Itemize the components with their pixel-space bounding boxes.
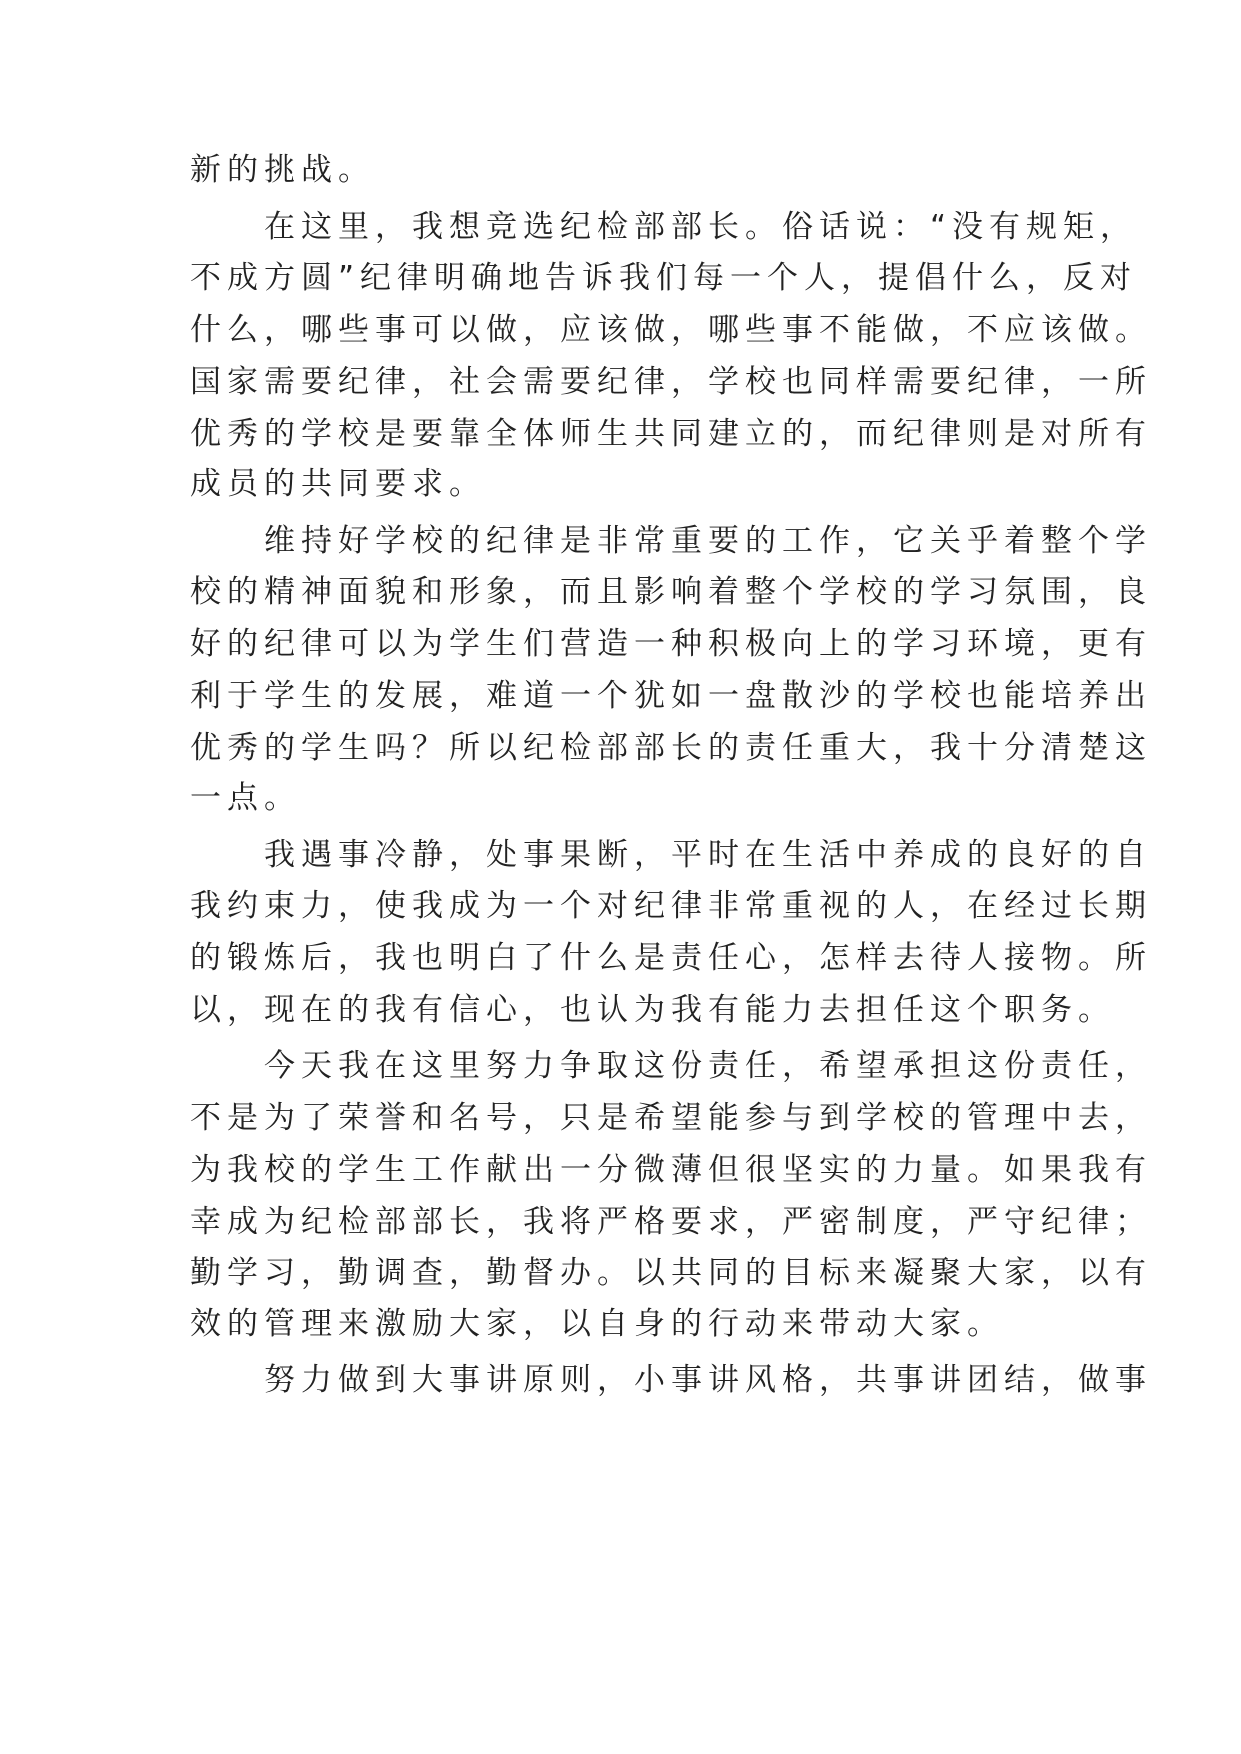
text-line: 不成方圆”纪律明确地告诉我们每一个人，提倡什么，反对 [190, 260, 1138, 296]
text-line: 维持好学校的纪律是非常重要的工作，它关乎着整个学 [190, 523, 1152, 559]
text-line: 勤学习，勤调查，勤督办。以共同的目标来凝聚大家，以有 [190, 1255, 1152, 1291]
text-line: 好的纪律可以为学生们营造一种积极向上的学习环境，更有 [190, 626, 1152, 662]
text-line: 以，现在的我有信心，也认为我有能力去担任这个职务。 [190, 992, 1115, 1028]
text-line: 努力做到大事讲原则，小事讲风格，共事讲团结，做事 [190, 1362, 1152, 1398]
text-line: 优秀的学校是要靠全体师生共同建立的，而纪律则是对所有 [190, 416, 1152, 452]
text-line: 校的精神面貌和形象，而且影响着整个学校的学习氛围，良 [190, 574, 1152, 610]
text-line: 我遇事冷静，处事果断，平时在生活中养成的良好的自 [190, 837, 1152, 873]
text-line: 优秀的学生吗？所以纪检部部长的责任重大，我十分清楚这 [190, 730, 1152, 766]
text-line: 为我校的学生工作献出一分微薄但很坚实的力量。如果我有 [190, 1152, 1152, 1188]
text-line: 我约束力，使我成为一个对纪律非常重视的人，在经过长期 [190, 888, 1152, 924]
text-line: 国家需要纪律，社会需要纪律，学校也同样需要纪律，一所 [190, 364, 1152, 400]
text-line: 今天我在这里努力争取这份责任，希望承担这份责任， [190, 1048, 1152, 1084]
text-line: 效的管理来激励大家，以自身的行动来带动大家。 [190, 1306, 1004, 1342]
text-line: 新的挑战。 [190, 152, 375, 188]
text-line: 利于学生的发展，难道一个犹如一盘散沙的学校也能培养出 [190, 678, 1152, 714]
text-line: 在这里，我想竞选纪检部部长。俗话说：“没有规矩， [190, 209, 1138, 245]
text-line: 的锻炼后，我也明白了什么是责任心，怎样去待人接物。所 [190, 940, 1152, 976]
text-line: 幸成为纪检部部长，我将严格要求，严密制度，严守纪律； [190, 1204, 1152, 1240]
text-line: 不是为了荣誉和名号，只是希望能参与到学校的管理中去， [190, 1100, 1152, 1136]
text-line: 一点。 [190, 780, 301, 816]
text-line: 成员的共同要求。 [190, 466, 486, 502]
text-line: 什么，哪些事可以做，应该做，哪些事不能做，不应该做。 [190, 312, 1152, 348]
